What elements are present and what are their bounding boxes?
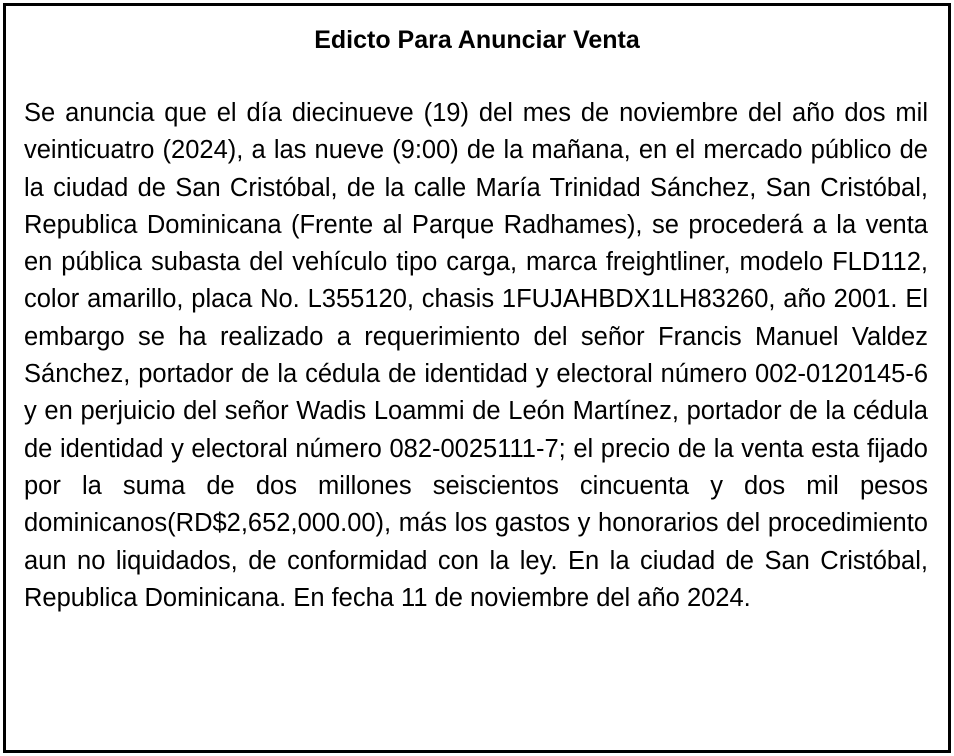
notice-title: Edicto Para Anunciar Venta [314, 26, 640, 54]
notice-body: Se anuncia que el día diecinueve (19) del mes de noviembre del año dos mil veinticuatro (2024), a las nueve (9:00) de la mañana, en el mercado público de la ciudad de San Cristóbal, de la calle María Trinidad Sánchez, San Cristóbal, Republica Dominicana (Frente al Parque Radhames), se procederá a la venta en pública subasta del vehículo tipo carga, marca freightliner, modelo FLD112, color amarillo, placa No. L355120, chasis 1FUJAHBDX1LH83260, año 2001. El embargo se ha realizado a requerimiento del señor Francis Manuel Valdez Sánchez, portador de la cédula de identidad y electoral número 002-0120145-6 y en perjuicio del señor Wadis Loammi de León Martínez, portador de la cédula de identidad y electoral número 082-0025111-7; el precio de la venta esta fijado por la suma de dos millones seiscientos cincuenta y dos mil pesos dominicanos(RD$2,652,000.00), más los gastos y honorarios del procedimiento aun no liquidados, de conformidad con la ley. En la ciudad de San Cristóbal, Republica Dominicana. En fecha 11 de noviembre del año 2024. [24, 99, 928, 612]
notice-frame [3, 3, 951, 753]
